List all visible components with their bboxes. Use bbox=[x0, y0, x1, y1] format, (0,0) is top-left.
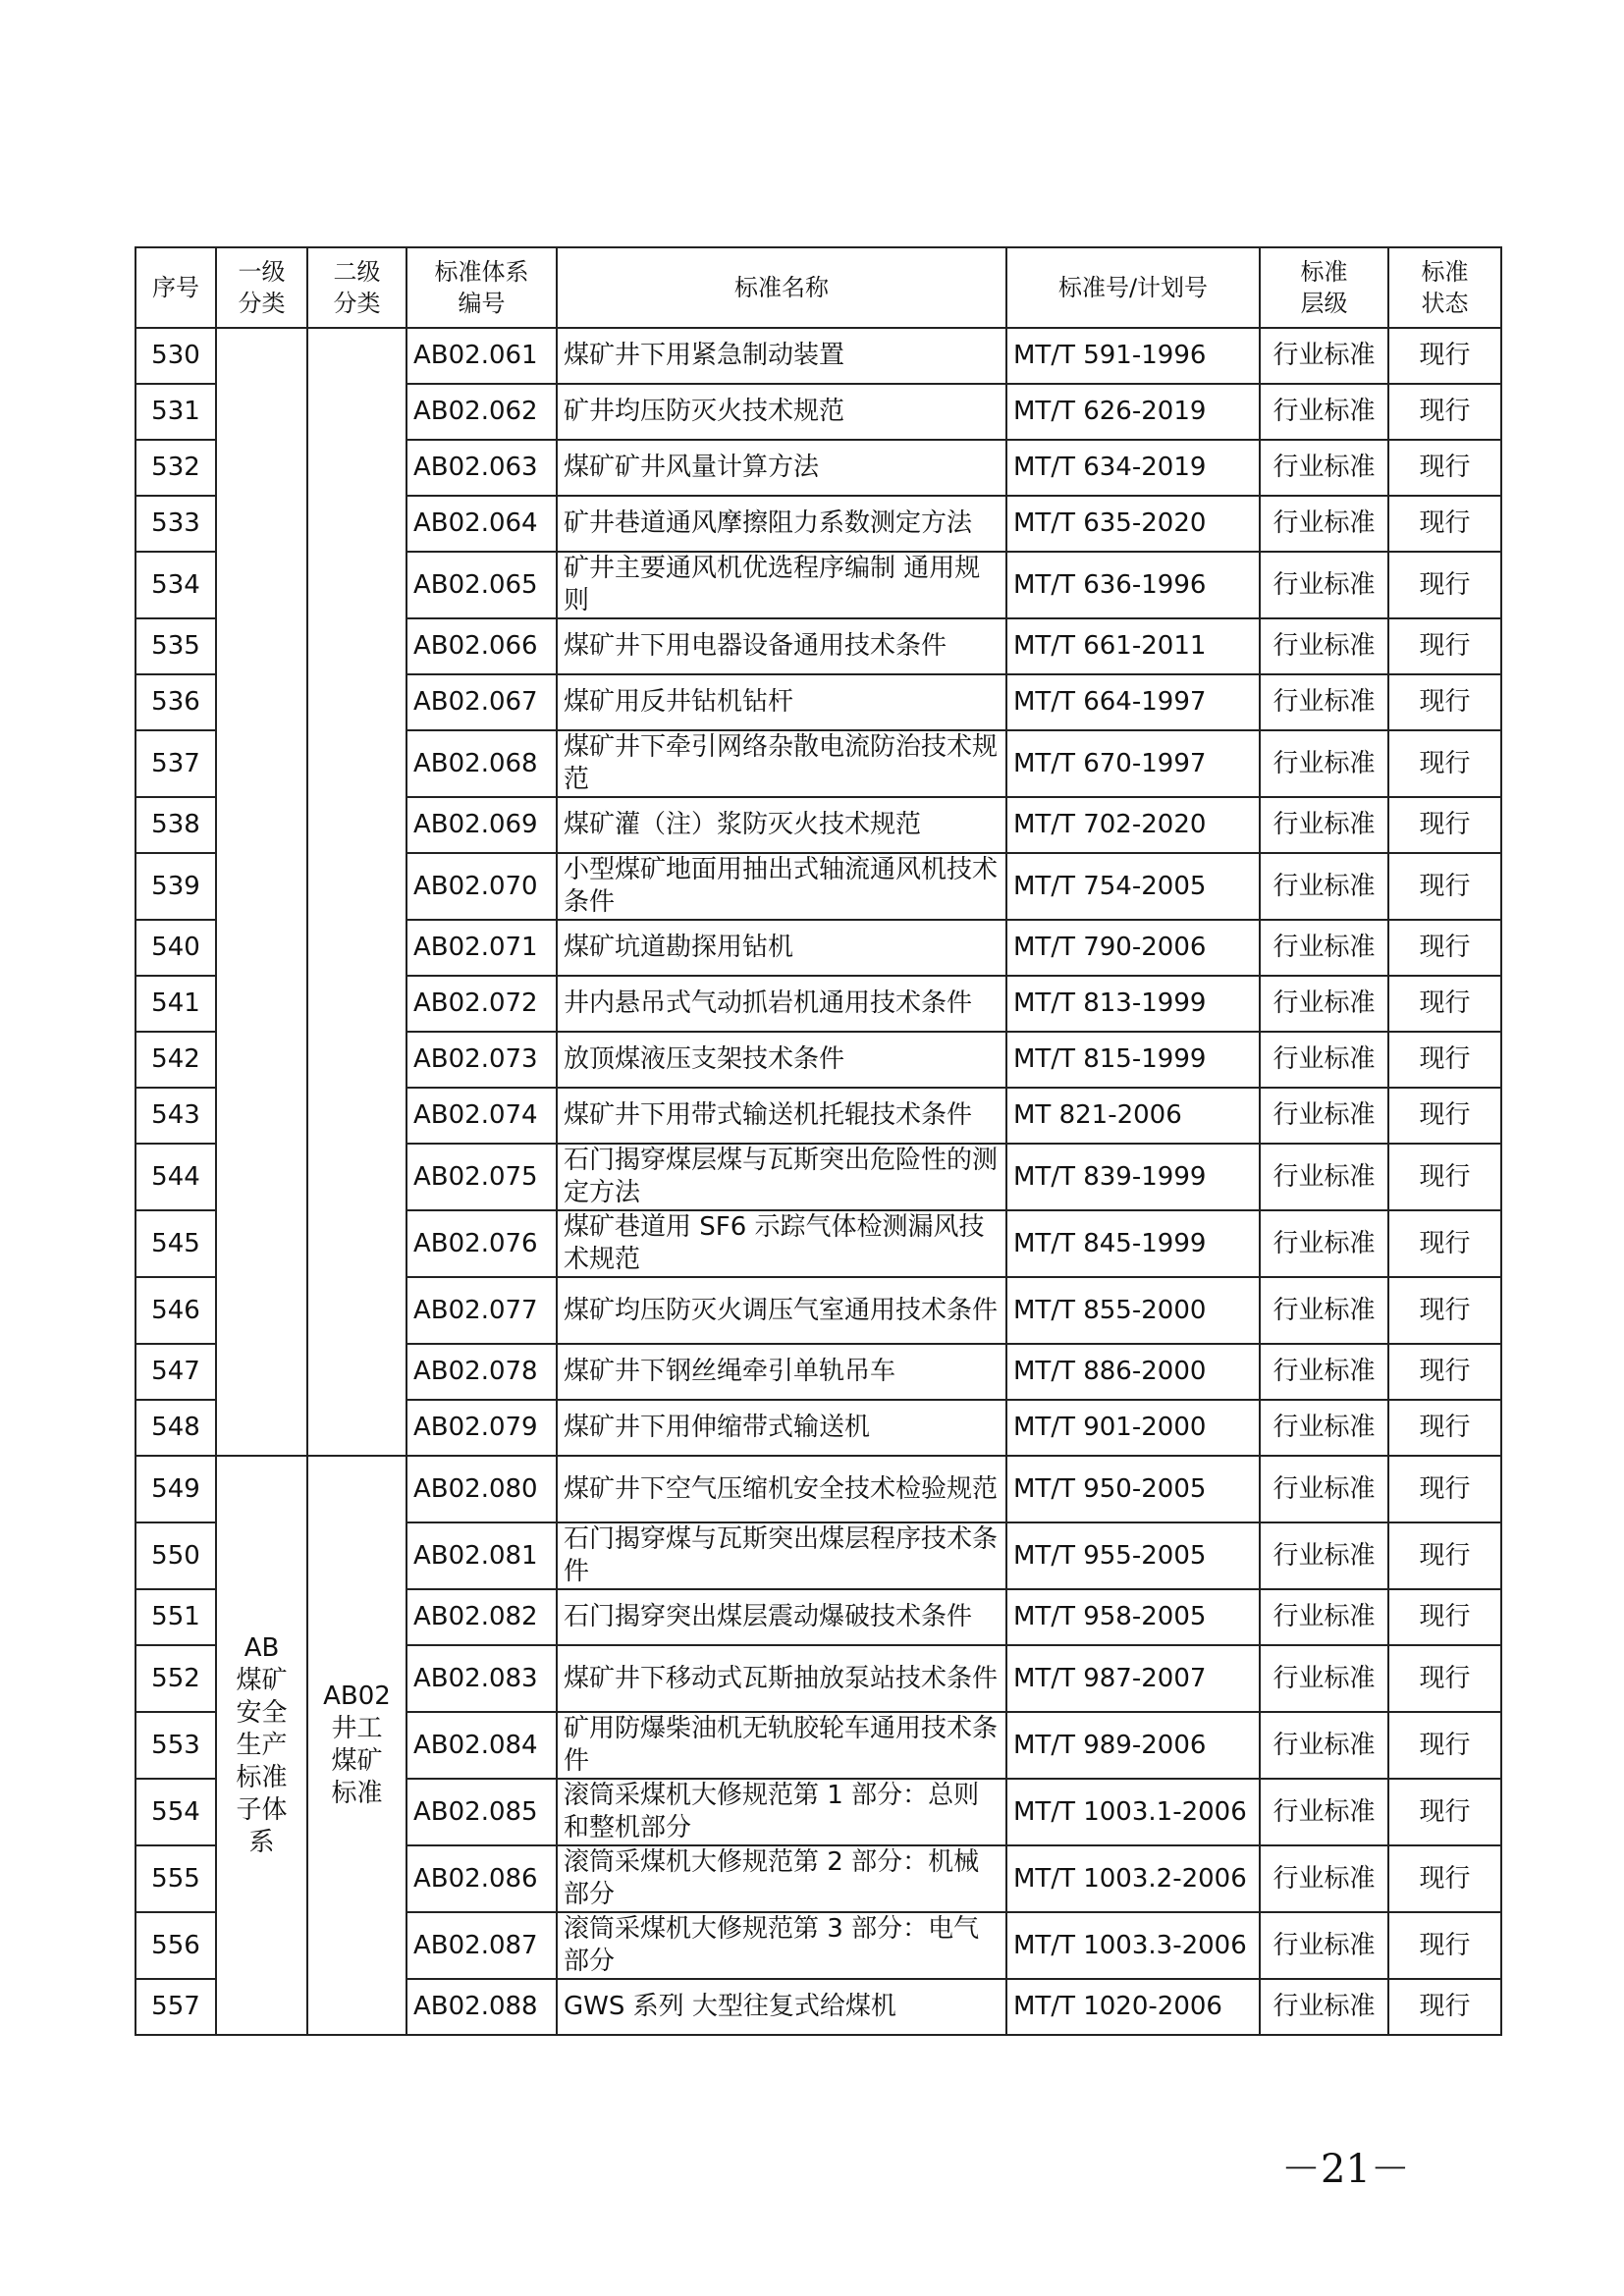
row-status: 现行 bbox=[1388, 1589, 1501, 1645]
row-tier: 行业标准 bbox=[1260, 1912, 1388, 1979]
row-standard-number: MT/T 790-2006 bbox=[1006, 920, 1260, 976]
level2-blank-cell bbox=[307, 328, 406, 1456]
row-status: 现行 bbox=[1388, 440, 1501, 496]
row-system-code: AB02.075 bbox=[406, 1144, 557, 1210]
row-status: 现行 bbox=[1388, 1712, 1501, 1779]
row-tier: 行业标准 bbox=[1260, 1645, 1388, 1712]
row-system-code: AB02.080 bbox=[406, 1456, 557, 1522]
table-body bbox=[135, 328, 1501, 2035]
row-tier: 行业标准 bbox=[1260, 976, 1388, 1032]
row-status: 现行 bbox=[1388, 1456, 1501, 1522]
row-tier: 行业标准 bbox=[1260, 328, 1388, 384]
row-seq: 535 bbox=[135, 618, 216, 674]
row-status: 现行 bbox=[1388, 552, 1501, 618]
row-system-code: AB02.068 bbox=[406, 730, 557, 797]
row-standard-number: MT/T 664-1997 bbox=[1006, 674, 1260, 730]
row-system-code: AB02.072 bbox=[406, 976, 557, 1032]
row-system-code: AB02.077 bbox=[406, 1277, 557, 1344]
row-system-code: AB02.070 bbox=[406, 853, 557, 920]
row-tier: 行业标准 bbox=[1260, 384, 1388, 440]
row-seq: 537 bbox=[135, 730, 216, 797]
row-standard-number: MT/T 950-2005 bbox=[1006, 1456, 1260, 1522]
row-standard-name: 煤矿巷道用 SF6 示踪气体检测漏风技术规范 bbox=[557, 1210, 1006, 1277]
row-standard-name: 矿用防爆柴油机无轨胶轮车通用技术条件 bbox=[557, 1712, 1006, 1779]
row-standard-number: MT/T 1003.2-2006 bbox=[1006, 1845, 1260, 1912]
row-system-code: AB02.065 bbox=[406, 552, 557, 618]
row-status: 现行 bbox=[1388, 1912, 1501, 1979]
row-standard-name: 煤矿均压防灭火调压气室通用技术条件 bbox=[557, 1277, 1006, 1344]
row-standard-number: MT/T 754-2005 bbox=[1006, 853, 1260, 920]
row-system-code: AB02.063 bbox=[406, 440, 557, 496]
row-system-code: AB02.069 bbox=[406, 797, 557, 853]
row-standard-number: MT/T 591-1996 bbox=[1006, 328, 1260, 384]
row-seq: 540 bbox=[135, 920, 216, 976]
row-seq: 549 bbox=[135, 1456, 216, 1522]
row-standard-name: 煤矿井下钢丝绳牵引单轨吊车 bbox=[557, 1344, 1006, 1400]
row-standard-number: MT/T 958-2005 bbox=[1006, 1589, 1260, 1645]
row-seq: 556 bbox=[135, 1912, 216, 1979]
row-standard-name: 滚筒采煤机大修规范第 1 部分：总则和整机部分 bbox=[557, 1779, 1006, 1845]
row-standard-name: 放顶煤液压支架技术条件 bbox=[557, 1032, 1006, 1088]
row-system-code: AB02.074 bbox=[406, 1088, 557, 1144]
row-status: 现行 bbox=[1388, 1088, 1501, 1144]
row-system-code: AB02.087 bbox=[406, 1912, 557, 1979]
row-status: 现行 bbox=[1388, 797, 1501, 853]
row-system-code: AB02.076 bbox=[406, 1210, 557, 1277]
row-seq: 555 bbox=[135, 1845, 216, 1912]
row-status: 现行 bbox=[1388, 496, 1501, 552]
row-status: 现行 bbox=[1388, 1645, 1501, 1712]
row-seq: 551 bbox=[135, 1589, 216, 1645]
row-standard-number: MT/T 815-1999 bbox=[1006, 1032, 1260, 1088]
row-standard-name: 煤矿井下牵引网络杂散电流防治技术规范 bbox=[557, 730, 1006, 797]
row-standard-name: 煤矿井下用伸缩带式输送机 bbox=[557, 1400, 1006, 1456]
row-seq: 550 bbox=[135, 1522, 216, 1589]
row-tier: 行业标准 bbox=[1260, 1210, 1388, 1277]
row-standard-number: MT/T 626-2019 bbox=[1006, 384, 1260, 440]
table-row bbox=[135, 1456, 1501, 1522]
row-system-code: AB02.084 bbox=[406, 1712, 557, 1779]
row-status: 现行 bbox=[1388, 1979, 1501, 2035]
row-tier: 行业标准 bbox=[1260, 1712, 1388, 1779]
row-tier: 行业标准 bbox=[1260, 1522, 1388, 1589]
row-seq: 531 bbox=[135, 384, 216, 440]
row-tier: 行业标准 bbox=[1260, 730, 1388, 797]
row-tier: 行业标准 bbox=[1260, 1456, 1388, 1522]
row-system-code: AB02.071 bbox=[406, 920, 557, 976]
row-system-code: AB02.083 bbox=[406, 1645, 557, 1712]
row-system-code: AB02.062 bbox=[406, 384, 557, 440]
row-standard-number: MT/T 886-2000 bbox=[1006, 1344, 1260, 1400]
header-std-no: 标准号/计划号 bbox=[1006, 247, 1260, 328]
row-standard-name: 煤矿井下空气压缩机安全技术检验规范 bbox=[557, 1456, 1006, 1522]
row-standard-number: MT/T 1020-2006 bbox=[1006, 1979, 1260, 2035]
row-seq: 557 bbox=[135, 1979, 216, 2035]
level1-blank-cell bbox=[216, 328, 307, 1456]
row-standard-name: 煤矿矿井风量计算方法 bbox=[557, 440, 1006, 496]
header-status: 标准 状态 bbox=[1388, 247, 1501, 328]
row-tier: 行业标准 bbox=[1260, 618, 1388, 674]
row-status: 现行 bbox=[1388, 328, 1501, 384]
row-tier: 行业标准 bbox=[1260, 1088, 1388, 1144]
row-seq: 538 bbox=[135, 797, 216, 853]
row-standard-number: MT/T 839-1999 bbox=[1006, 1144, 1260, 1210]
header-level2: 二级 分类 bbox=[307, 247, 406, 328]
row-tier: 行业标准 bbox=[1260, 920, 1388, 976]
row-standard-name: 石门揭穿煤与瓦斯突出煤层程序技术条件 bbox=[557, 1522, 1006, 1589]
table-header-row bbox=[135, 247, 1501, 328]
row-status: 现行 bbox=[1388, 976, 1501, 1032]
row-status: 现行 bbox=[1388, 1032, 1501, 1088]
row-tier: 行业标准 bbox=[1260, 1344, 1388, 1400]
table-row bbox=[135, 328, 1501, 384]
row-standard-name: 滚筒采煤机大修规范第 2 部分：机械部分 bbox=[557, 1845, 1006, 1912]
header-name: 标准名称 bbox=[557, 247, 1006, 328]
row-status: 现行 bbox=[1388, 618, 1501, 674]
row-standard-number: MT/T 635-2020 bbox=[1006, 496, 1260, 552]
page-number: －21－ bbox=[1281, 2147, 1410, 2192]
row-system-code: AB02.073 bbox=[406, 1032, 557, 1088]
row-standard-number: MT/T 634-2019 bbox=[1006, 440, 1260, 496]
row-status: 现行 bbox=[1388, 1144, 1501, 1210]
row-tier: 行业标准 bbox=[1260, 552, 1388, 618]
row-tier: 行业标准 bbox=[1260, 1277, 1388, 1344]
row-system-code: AB02.085 bbox=[406, 1779, 557, 1845]
row-status: 现行 bbox=[1388, 384, 1501, 440]
row-tier: 行业标准 bbox=[1260, 1779, 1388, 1845]
row-standard-name: 煤矿井下移动式瓦斯抽放泵站技术条件 bbox=[557, 1645, 1006, 1712]
row-system-code: AB02.066 bbox=[406, 618, 557, 674]
row-system-code: AB02.081 bbox=[406, 1522, 557, 1589]
row-standard-number: MT/T 813-1999 bbox=[1006, 976, 1260, 1032]
row-seq: 552 bbox=[135, 1645, 216, 1712]
row-standard-number: MT/T 989-2006 bbox=[1006, 1712, 1260, 1779]
row-tier: 行业标准 bbox=[1260, 1589, 1388, 1645]
level2-group-cell: AB02 井工 煤矿 标准 bbox=[307, 1456, 406, 2035]
row-seq: 534 bbox=[135, 552, 216, 618]
row-tier: 行业标准 bbox=[1260, 1845, 1388, 1912]
row-system-code: AB02.086 bbox=[406, 1845, 557, 1912]
row-tier: 行业标准 bbox=[1260, 1032, 1388, 1088]
row-standard-name: 煤矿坑道勘探用钻机 bbox=[557, 920, 1006, 976]
row-seq: 554 bbox=[135, 1779, 216, 1845]
row-status: 现行 bbox=[1388, 1277, 1501, 1344]
row-standard-name: GWS 系列 大型往复式给煤机 bbox=[557, 1979, 1006, 2035]
row-standard-name: 矿井巷道通风摩擦阻力系数测定方法 bbox=[557, 496, 1006, 552]
row-system-code: AB02.067 bbox=[406, 674, 557, 730]
header-seq: 序号 bbox=[135, 247, 216, 328]
header-level1: 一级 分类 bbox=[216, 247, 307, 328]
row-standard-number: MT/T 955-2005 bbox=[1006, 1522, 1260, 1589]
row-standard-number: MT/T 855-2000 bbox=[1006, 1277, 1260, 1344]
row-tier: 行业标准 bbox=[1260, 674, 1388, 730]
row-standard-name: 煤矿井下用电器设备通用技术条件 bbox=[557, 618, 1006, 674]
row-tier: 行业标准 bbox=[1260, 440, 1388, 496]
row-standard-name: 石门揭穿煤层煤与瓦斯突出危险性的测定方法 bbox=[557, 1144, 1006, 1210]
row-status: 现行 bbox=[1388, 1210, 1501, 1277]
row-standard-name: 煤矿井下用带式输送机托辊技术条件 bbox=[557, 1088, 1006, 1144]
row-status: 现行 bbox=[1388, 1779, 1501, 1845]
row-seq: 545 bbox=[135, 1210, 216, 1277]
row-status: 现行 bbox=[1388, 1400, 1501, 1456]
row-seq: 543 bbox=[135, 1088, 216, 1144]
row-system-code: AB02.064 bbox=[406, 496, 557, 552]
row-tier: 行业标准 bbox=[1260, 853, 1388, 920]
row-standard-number: MT/T 1003.3-2006 bbox=[1006, 1912, 1260, 1979]
row-standard-number: MT 821-2006 bbox=[1006, 1088, 1260, 1144]
row-standard-number: MT/T 987-2007 bbox=[1006, 1645, 1260, 1712]
row-standard-name: 煤矿用反井钻机钻杆 bbox=[557, 674, 1006, 730]
row-standard-name: 煤矿井下用紧急制动装置 bbox=[557, 328, 1006, 384]
row-status: 现行 bbox=[1388, 1522, 1501, 1589]
row-status: 现行 bbox=[1388, 853, 1501, 920]
row-system-code: AB02.061 bbox=[406, 328, 557, 384]
row-seq: 530 bbox=[135, 328, 216, 384]
row-seq: 546 bbox=[135, 1277, 216, 1344]
row-tier: 行业标准 bbox=[1260, 1979, 1388, 2035]
row-standard-number: MT/T 1003.1-2006 bbox=[1006, 1779, 1260, 1845]
row-standard-name: 矿井主要通风机优选程序编制 通用规则 bbox=[557, 552, 1006, 618]
row-standard-name: 滚筒采煤机大修规范第 3 部分：电气部分 bbox=[557, 1912, 1006, 1979]
header-tier: 标准 层级 bbox=[1260, 247, 1388, 328]
row-standard-number: MT/T 636-1996 bbox=[1006, 552, 1260, 618]
row-seq: 542 bbox=[135, 1032, 216, 1088]
row-tier: 行业标准 bbox=[1260, 797, 1388, 853]
level1-group-cell: AB 煤矿 安全 生产 标准 子体 系 bbox=[216, 1456, 307, 2035]
row-standard-number: MT/T 702-2020 bbox=[1006, 797, 1260, 853]
row-status: 现行 bbox=[1388, 674, 1501, 730]
row-system-code: AB02.078 bbox=[406, 1344, 557, 1400]
row-seq: 553 bbox=[135, 1712, 216, 1779]
row-standard-number: MT/T 901-2000 bbox=[1006, 1400, 1260, 1456]
row-standard-number: MT/T 661-2011 bbox=[1006, 618, 1260, 674]
row-standard-number: MT/T 845-1999 bbox=[1006, 1210, 1260, 1277]
row-standard-number: MT/T 670-1997 bbox=[1006, 730, 1260, 797]
row-standard-name: 石门揭穿突出煤层震动爆破技术条件 bbox=[557, 1589, 1006, 1645]
row-tier: 行业标准 bbox=[1260, 1400, 1388, 1456]
row-seq: 532 bbox=[135, 440, 216, 496]
row-standard-name: 煤矿灌（注）浆防灭火技术规范 bbox=[557, 797, 1006, 853]
row-seq: 544 bbox=[135, 1144, 216, 1210]
row-system-code: AB02.088 bbox=[406, 1979, 557, 2035]
header-system-code: 标准体系 编号 bbox=[406, 247, 557, 328]
row-seq: 536 bbox=[135, 674, 216, 730]
row-tier: 行业标准 bbox=[1260, 1144, 1388, 1210]
row-seq: 547 bbox=[135, 1344, 216, 1400]
row-status: 现行 bbox=[1388, 730, 1501, 797]
row-tier: 行业标准 bbox=[1260, 496, 1388, 552]
row-seq: 541 bbox=[135, 976, 216, 1032]
row-seq: 548 bbox=[135, 1400, 216, 1456]
row-system-code: AB02.082 bbox=[406, 1589, 557, 1645]
standards-table bbox=[135, 246, 1502, 2036]
row-status: 现行 bbox=[1388, 920, 1501, 976]
row-standard-name: 井内悬吊式气动抓岩机通用技术条件 bbox=[557, 976, 1006, 1032]
row-status: 现行 bbox=[1388, 1344, 1501, 1400]
row-status: 现行 bbox=[1388, 1845, 1501, 1912]
row-system-code: AB02.079 bbox=[406, 1400, 557, 1456]
row-seq: 533 bbox=[135, 496, 216, 552]
row-seq: 539 bbox=[135, 853, 216, 920]
row-standard-name: 矿井均压防灭火技术规范 bbox=[557, 384, 1006, 440]
row-standard-name: 小型煤矿地面用抽出式轴流通风机技术条件 bbox=[557, 853, 1006, 920]
